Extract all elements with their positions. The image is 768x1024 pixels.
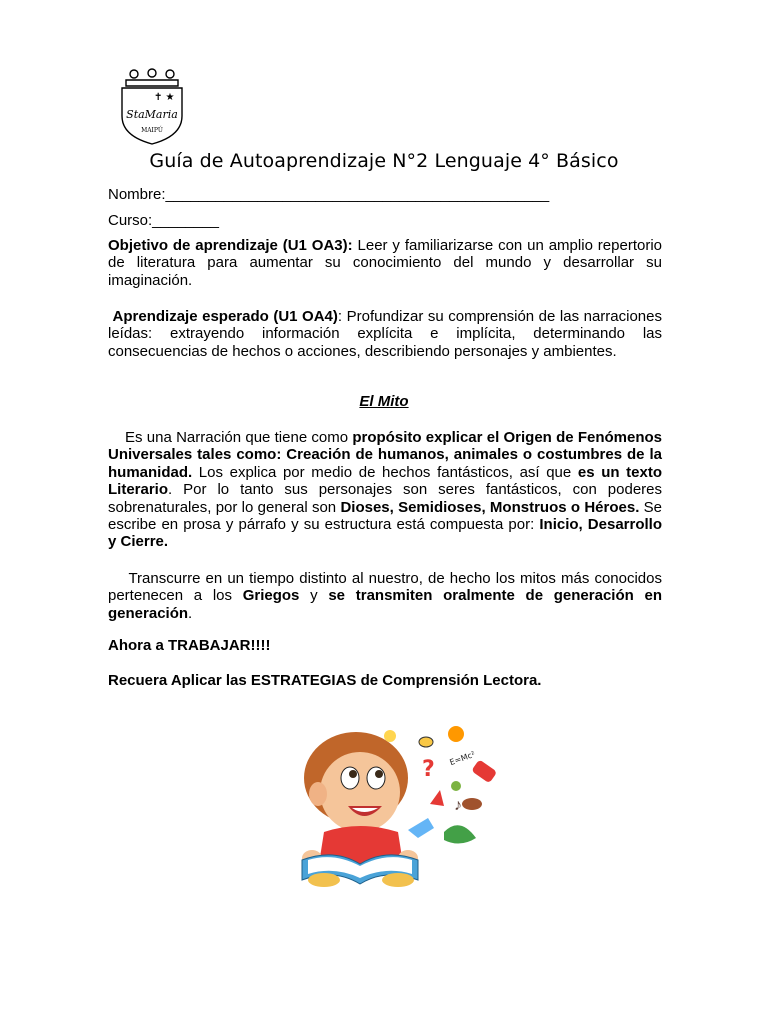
mito-paragraph-1 xyxy=(108,429,662,551)
section-heading: El Mito xyxy=(359,393,409,410)
mito-paragraph-2 xyxy=(108,570,662,622)
mito-p1-bold-2: es un texto Literario xyxy=(108,463,662,499)
bee-icon xyxy=(419,737,433,747)
logo-subtext: MAIPÚ xyxy=(141,127,163,134)
trabajar-line: Ahora a TRABAJAR!!!! xyxy=(108,637,271,654)
mito-p1-bold-1: propósito explicar el Origen de Fenómenos Universales tales como: Creación de humanos, animales o costumbres de la humanidad. xyxy=(108,429,663,481)
mito-p1-bold-4: Inicio, Desarrollo y Cierre. xyxy=(108,516,662,551)
mito-p2-text-1: Transcurre en un tiempo distinto al nuestro, de hecho los mitos más conocidos pertenecen a los xyxy=(108,570,662,605)
nombre-field[interactable]: Nombre:______________________________________________ xyxy=(108,186,550,203)
car-icon xyxy=(471,759,497,783)
school-crest-logo xyxy=(116,66,188,146)
mito-p1-bold-3: Dioses, Semidioses, Monstruos o Héroes. xyxy=(340,498,640,516)
mito-p2-text-3: . xyxy=(188,604,193,622)
mito-p1-text-4: Se escribe en prosa y párrafo y su estructura está compuesta por: xyxy=(108,498,662,534)
question-mark-icon: ? xyxy=(422,757,435,782)
objetivo-paragraph xyxy=(108,237,662,289)
logo-text: StaMaria xyxy=(126,108,178,121)
apple-icon xyxy=(451,781,461,791)
formula-text: E=Mc² xyxy=(448,749,477,768)
child-reading-illustration xyxy=(294,720,504,890)
mito-p1-text-2: Los explica por medio de hechos fantásticos, así que xyxy=(192,463,578,481)
rocket-icon xyxy=(430,790,444,806)
planet-icon xyxy=(448,726,464,742)
svg-text:✝ ★: ✝ ★ xyxy=(154,92,175,103)
violin-icon: ♪ xyxy=(454,797,462,814)
mito-p2-bold-1: Griegos xyxy=(242,587,300,605)
mito-p1-text-1: Es una Narración que tiene como xyxy=(125,429,353,446)
mito-p1-text-3: . Por lo tanto sus personajes son seres fantásticos, con poderes sobrenaturales, por lo general son xyxy=(108,481,662,516)
mito-p2-bold-2: se transmiten oralmente de generación en generación xyxy=(108,587,663,622)
recuera-line: Recuera Aplicar las ESTRATEGIAS de Comprensión Lectora. xyxy=(108,672,542,689)
objetivo-text: Leer y familiarizarse con un amplio repertorio de literatura para aumentar su conocimiento del mundo y desarrollar su imaginación. xyxy=(108,237,662,289)
aprendizaje-label: Aprendizaje esperado (U1 OA4) xyxy=(112,308,338,325)
aprendizaje-paragraph xyxy=(108,308,662,360)
airplane-icon xyxy=(408,818,434,838)
guitar-icon xyxy=(462,798,482,810)
page-title: Guía de Autoaprendizaje N°2 Lenguaje 4° Básico xyxy=(149,150,619,172)
curso-field[interactable]: Curso:________ xyxy=(108,212,219,229)
crocodile-icon xyxy=(444,825,476,843)
aprendizaje-text: : Profundizar su comprensión de las narraciones leídas: extrayendo información explícita e implícita, determinando las consecuencias de hechos o acciones, describiendo personajes y ambientes. xyxy=(108,308,662,360)
mito-p2-text-2: y xyxy=(299,587,329,605)
objetivo-label: Objetivo de aprendizaje (U1 OA3): xyxy=(108,237,353,254)
lightbulb-icon xyxy=(384,730,396,742)
